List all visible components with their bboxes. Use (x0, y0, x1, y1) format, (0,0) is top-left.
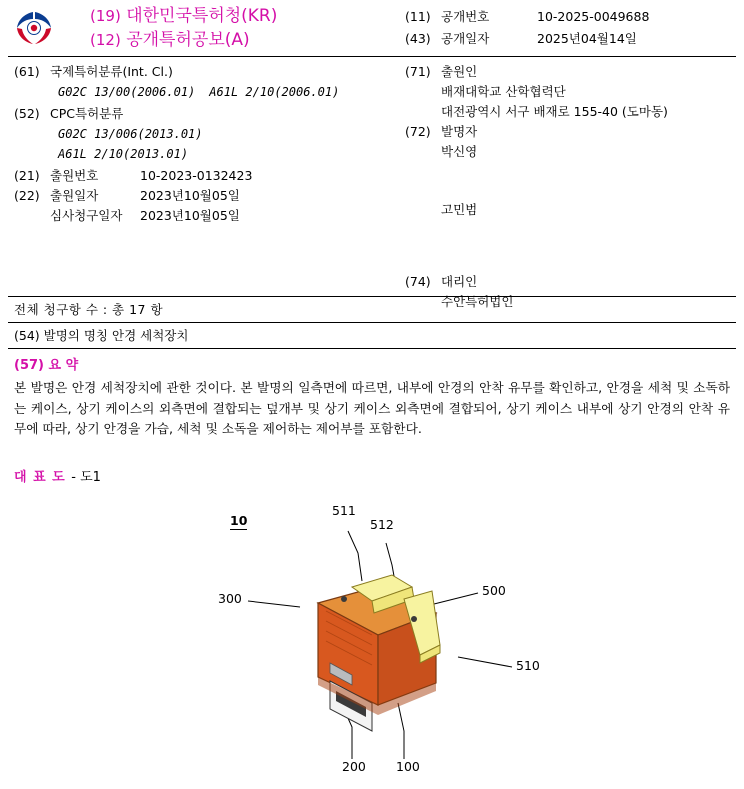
ipc-line-1 (58, 82, 404, 102)
applicant-address: 대전광역시 서구 배재로 155-40 (도마동) (441, 104, 668, 119)
publication-date-label: 공개일자 (441, 31, 490, 46)
header-title-block (90, 4, 390, 52)
examination-request-tag (14, 206, 50, 226)
representative-figure-number: - 도1 (71, 470, 101, 485)
figure-label-10: 10 (230, 513, 248, 528)
doc-kind-tag: (12) (90, 31, 121, 49)
divider-claims-top (8, 296, 736, 297)
examination-request-value: 2023년10월05일 (140, 208, 240, 223)
ipc-entry (14, 62, 404, 82)
figure-callout-200: 200 (342, 759, 366, 774)
application-date-label: 출원일자 (50, 188, 99, 203)
divider-top (8, 56, 736, 57)
agent-tag: (74) (405, 274, 431, 289)
inventor-label: 발명자 (441, 124, 478, 139)
biblio-right-column (405, 62, 735, 312)
ipc-code-2: A61L 2/10 (209, 85, 275, 99)
applicant-name: 배재대학교 산학협력단 (441, 84, 566, 99)
office-name: 대한민국특허청(KR) (126, 6, 278, 26)
cpc-label: CPC특허분류 (50, 106, 124, 121)
figure-callout-510: 510 (516, 658, 540, 673)
agent-entry (405, 272, 735, 292)
invention-title-tag: (54) (14, 328, 40, 343)
cpc-version-1: (2013.01) (137, 127, 203, 141)
korea-government-emblem-icon (12, 8, 56, 48)
abstract-label: 요 약 (48, 358, 79, 373)
cpc-line-2 (58, 144, 404, 164)
cpc-entry (14, 104, 404, 124)
device-illustration (0, 495, 744, 785)
abstract-text: 본 발명은 안경 세척장치에 관한 것이다. 본 발명의 일측면에 따르면, 내부에 안경의 안착 유무를 확인하고, 안경을 세척 및 소독하는 케이스, 상기 케이스의 외측면에 결합되는 덮개부 및 상기 케이스 외측면에 결합되어, 상기 케이스 내부에 상기 안경의 안착 유무에 따라, 상기 안경을 가습, 세척 및 소독을 제어하는 제어부를 포함한다. (14, 380, 730, 436)
publication-date-value: 2025년04월14일 (537, 31, 637, 46)
invention-title-label: 발명의 명칭 (43, 328, 109, 343)
inventor-spacer (441, 162, 735, 200)
figure-callout-500: 500 (482, 583, 506, 598)
ipc-version-1: (2006.01) (130, 85, 196, 99)
application-date-tag: (22) (14, 188, 40, 203)
abstract-tag: (57) (14, 358, 44, 373)
invention-title-value: 안경 세척장치 (112, 328, 189, 343)
application-number-value: 10-2023-0132423 (140, 168, 253, 183)
publication-number-tag: (11) (405, 9, 431, 24)
cpc-tag: (52) (14, 106, 40, 121)
abstract-heading (14, 354, 78, 373)
publication-number-row (405, 6, 735, 28)
application-date-value: 2023년10월05일 (140, 188, 240, 203)
header-publication-block (405, 6, 735, 50)
applicant-tag: (71) (405, 64, 431, 79)
agent-name: 수안특허법인 (441, 294, 514, 309)
publication-date-tag: (43) (405, 31, 431, 46)
bibliographic-data (0, 62, 744, 309)
document-header (0, 0, 744, 56)
ipc-tag: (61) (14, 64, 40, 79)
ipc-version-2: (2006.01) (274, 85, 340, 99)
publication-number-label: 공개번호 (441, 9, 490, 24)
applicant-entry (405, 62, 735, 82)
application-number-tag: (21) (14, 168, 40, 183)
representative-label: 대 표 도 (14, 470, 66, 485)
ipc-label: 국제특허분류(Int. Cl.) (50, 64, 173, 79)
claims-count: 전체 청구항 수 : 총 17 항 (14, 302, 164, 317)
publication-date-row (405, 28, 735, 50)
cpc-line-1 (58, 124, 404, 144)
invention-title-row (14, 326, 188, 346)
examination-request-entry (14, 206, 404, 226)
publication-number-value: 10-2025-0049688 (537, 9, 650, 24)
representative-drawing-heading (14, 466, 101, 485)
application-date-entry (14, 186, 404, 206)
figure-callout-512: 512 (370, 517, 394, 532)
office-line (90, 4, 390, 28)
divider-claims-bottom (8, 322, 736, 323)
biblio-left-column (14, 62, 404, 226)
inventor-name-1: 박신영 (441, 144, 478, 159)
cpc-version-2: (2013.01) (123, 147, 189, 161)
examination-request-label: 심사청구일자 (50, 208, 123, 223)
agent-label: 대리인 (441, 274, 478, 289)
application-number-label: 출원번호 (50, 168, 99, 183)
ipc-code-1: G02C 13/00 (58, 85, 131, 99)
application-number-entry (14, 166, 404, 186)
figure-callout-511: 511 (332, 503, 356, 518)
doc-kind-line (90, 28, 390, 52)
divider-title-bottom (8, 348, 736, 349)
cpc-code-2: A61L 2/10 (58, 147, 124, 161)
inventor-entry (405, 122, 735, 142)
figure-callout-100: 100 (396, 759, 420, 774)
inventor-tag: (72) (405, 124, 431, 139)
applicant-label: 출원인 (441, 64, 478, 79)
doc-kind-name: 공개특허공보(A) (126, 30, 250, 50)
cpc-code-1: G02C 13/006 (58, 127, 138, 141)
representative-drawing (0, 495, 744, 785)
inventor-name-2: 고민범 (441, 202, 478, 217)
office-tag: (19) (90, 7, 121, 25)
figure-callout-300: 300 (218, 591, 242, 606)
